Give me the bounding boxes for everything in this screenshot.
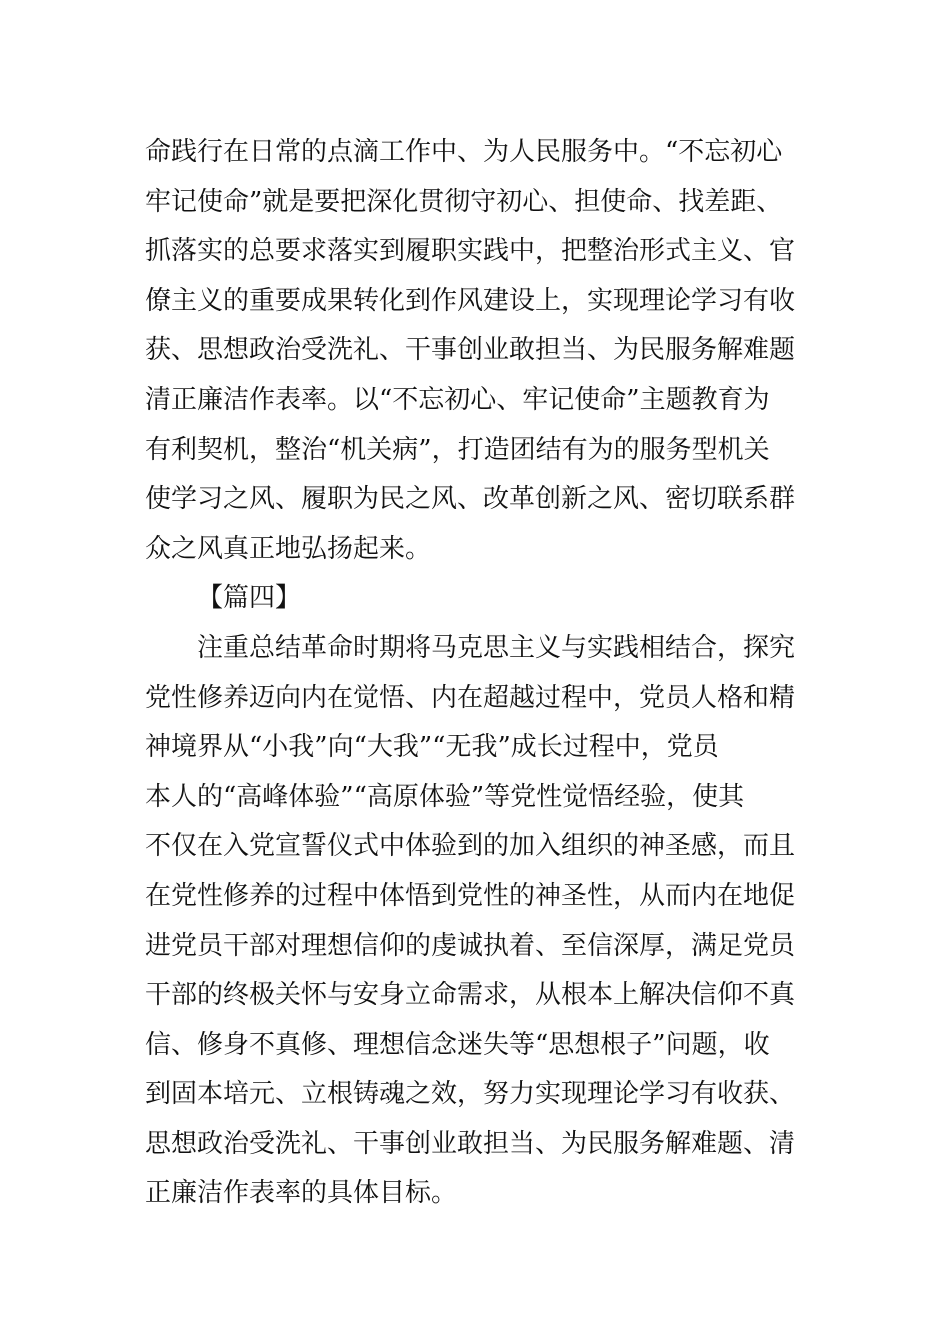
text-line: 获、思想政治受洗礼、干事创业敢担当、为民服务解难题 xyxy=(145,335,796,366)
text-line: 有利契机，整治“机关病”，打造团结有为的服务型机关 xyxy=(145,434,770,465)
text-line: 正廉洁作表率的具体目标。 xyxy=(145,1178,458,1209)
paragraph-section-four xyxy=(145,624,815,1219)
text-line: 本人的“高峰体验”“高原体验”等党性觉悟经验，使其 xyxy=(145,781,745,812)
text-line: 神境界从“小我”向“大我”“无我”成长过程中，党员 xyxy=(145,732,719,763)
text-line: 进党员干部对理想信仰的虔诚执着、至信深厚，满足党员 xyxy=(145,930,796,961)
text-line: 牢记使命”就是要把深化贯彻守初心、担使命、找差距、 xyxy=(145,186,783,217)
text-line: 干部的终极关怀与安身立命需求，从根本上解决信仰不真 xyxy=(145,980,796,1011)
text-line: 到固本培元、立根铸魂之效，努力实现理论学习有收获、 xyxy=(145,1079,796,1110)
text-line: 命践行在日常的点滴工作中、为人民服务中。“不忘初心 xyxy=(145,137,783,167)
text-line: 注重总结革命时期将马克思主义与实践相结合，探究 xyxy=(197,632,796,663)
text-line: 信、修身不真修、理想信念迷失等“思想根子”问题，收 xyxy=(145,1029,770,1060)
document-body xyxy=(145,128,815,1219)
text-line: 使学习之风、履职为民之风、改革创新之风、密切联系群 xyxy=(145,484,796,515)
text-line: 抓落实的总要求落实到履职实践中，把整治形式主义、官 xyxy=(145,236,796,267)
text-line: 清正廉洁作表率。以“不忘初心、牢记使命”主题教育为 xyxy=(145,384,770,415)
text-line: 党性修养迈向内在觉悟、内在超越过程中，党员人格和精 xyxy=(145,682,796,713)
text-line: 僚主义的重要成果转化到作风建设上，实现理论学习有收 xyxy=(145,285,796,316)
text-line: 在党性修养的过程中体悟到党性的神圣性，从而内在地促 xyxy=(145,880,796,911)
text-line: 不仅在入党宣誓仪式中体验到的加入组织的神圣感，而且 xyxy=(145,831,796,862)
section-heading: 【篇四】 xyxy=(197,583,302,614)
text-line: 众之风真正地弘扬起来。 xyxy=(145,533,432,564)
paragraph-continuation xyxy=(145,128,815,574)
text-line: 思想政治受洗礼、干事创业敢担当、为民服务解难题、清 xyxy=(145,1128,796,1159)
